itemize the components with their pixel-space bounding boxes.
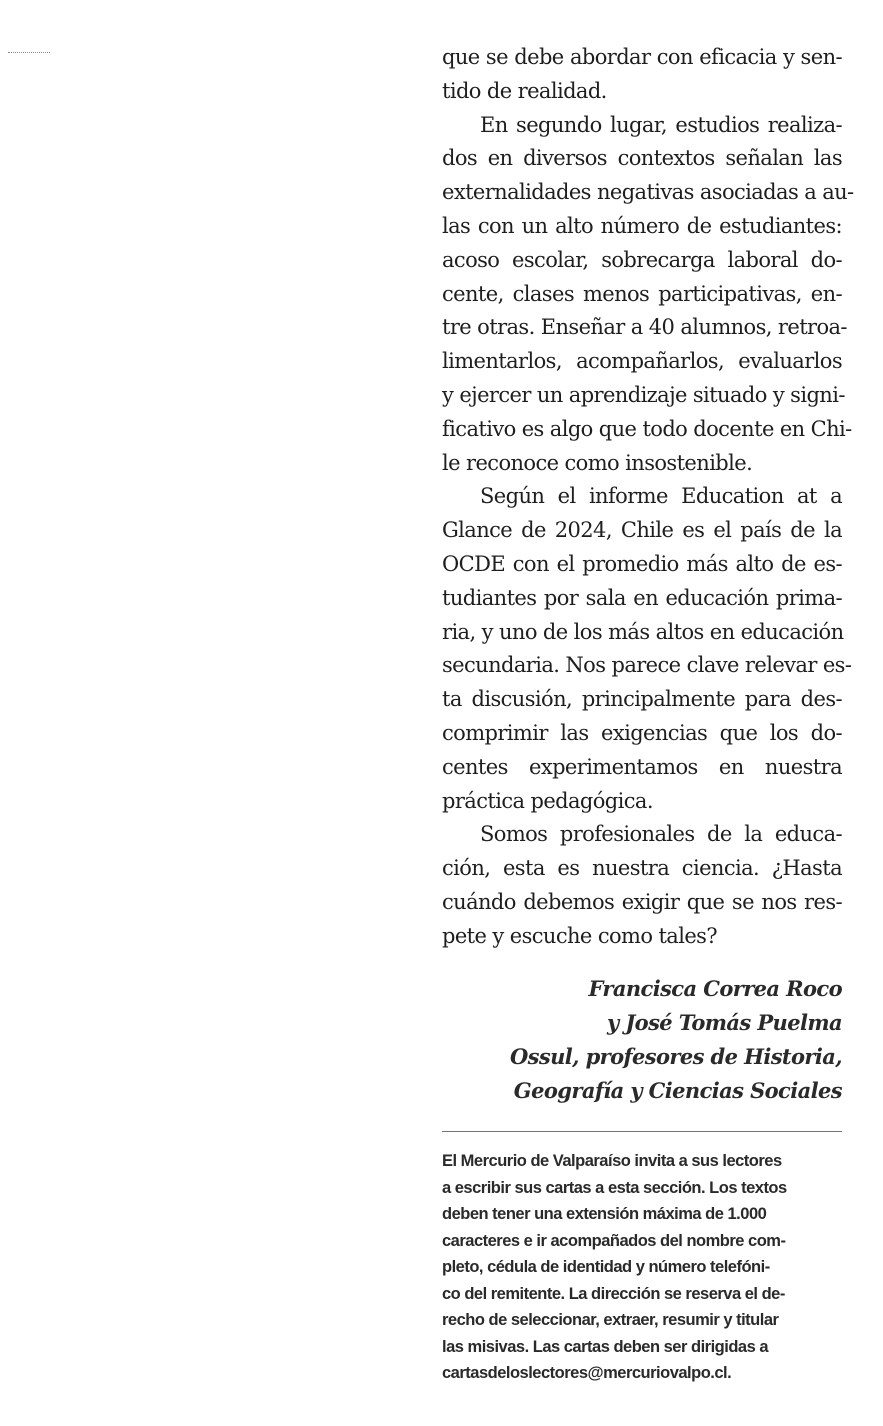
body-text-line: cente, clases menos participativas, en- xyxy=(442,281,842,306)
notice-line: caracteres e ir acompañados del nombre com- xyxy=(442,1231,786,1250)
scan-artifact-mark xyxy=(8,44,50,53)
body-text-line: cuándo debemos exigir que se nos res- xyxy=(442,889,842,914)
body-text-line: le reconoce como insostenible. xyxy=(442,450,753,475)
body-text-line: Somos profesionales de la educa- xyxy=(480,822,842,847)
body-text-line: y ejercer un aprendizaje situado y signi- xyxy=(442,382,845,407)
notice-line: deben tener una extensión máxima de 1.000 xyxy=(442,1205,767,1223)
body-text-line: En segundo lugar, estudios realiza- xyxy=(480,112,842,137)
notice-line: las misivas. Las cartas deben ser dirigidas a xyxy=(442,1337,769,1356)
body-text-line: ta discusión, principalmente para des- xyxy=(442,687,842,712)
body-text-line: tudiantes por sala en educación prima- xyxy=(442,585,842,610)
letter-body xyxy=(442,41,854,954)
body-text-line: secundaria. Nos parece clave relevar es- xyxy=(442,653,852,678)
body-text-line: Según el informe Education at a xyxy=(480,484,842,509)
body-text-line: ficativo es algo que todo docente en Chi- xyxy=(442,416,852,441)
body-text-line: pete y escuche como tales? xyxy=(442,923,718,948)
signature-line: Francisca Correa Roco xyxy=(588,976,842,1001)
body-text-line: centes experimentamos en nuestra xyxy=(442,754,842,779)
body-text-line: acoso escolar, sobrecarga laboral do- xyxy=(442,247,842,272)
body-text-line: tre otras. Enseñar a 40 alumnos, retroa- xyxy=(442,315,847,340)
body-text-line: externalidades negativas asociadas a au- xyxy=(442,180,854,205)
section-divider xyxy=(442,1131,842,1132)
body-text-line: tido de realidad. xyxy=(442,78,607,103)
signature-line: Ossul, profesores de Historia, xyxy=(509,1044,842,1069)
body-text-line: ria, y uno de los más altos en educación xyxy=(442,619,844,644)
body-text-line: las con un alto número de estudiantes: xyxy=(442,213,842,238)
body-text-line: ción, esta es nuestra ciencia. ¿Hasta xyxy=(442,856,842,881)
submission-notice xyxy=(442,1148,842,1387)
body-text-line: dos en diversos contextos señalan las xyxy=(442,146,842,171)
body-text-line: práctica pedagógica. xyxy=(442,788,653,813)
body-text-line: que se debe abordar con eficacia y sen- xyxy=(442,45,842,69)
signature-line: y José Tomás Puelma xyxy=(607,1010,842,1035)
body-text-line: OCDE con el promedio más alto de es- xyxy=(442,551,842,576)
letter-signature xyxy=(510,972,842,1108)
notice-line: recho de seleccionar, extraer, resumir y titular xyxy=(442,1311,779,1329)
notice-line: co del remitente. La dirección se reserva el de- xyxy=(442,1284,785,1303)
body-text-line: Glance de 2024, Chile es el país de la xyxy=(442,518,842,543)
signature-line: Geografía y Ciencias Sociales xyxy=(513,1078,842,1103)
body-text-line: comprimir las exigencias que los do- xyxy=(442,720,842,745)
notice-line: pleto, cédula de identidad y número telefóni- xyxy=(442,1258,770,1276)
body-text-line: limentarlos, acompañarlos, evaluarlos xyxy=(442,349,842,374)
notice-line: a escribir sus cartas a esta sección. Los textos xyxy=(442,1178,787,1197)
notice-line: El Mercurio de Valparaíso invita a sus lectores xyxy=(442,1152,782,1170)
notice-line: cartasdeloslectores@mercuriovalpo.cl. xyxy=(442,1364,732,1382)
